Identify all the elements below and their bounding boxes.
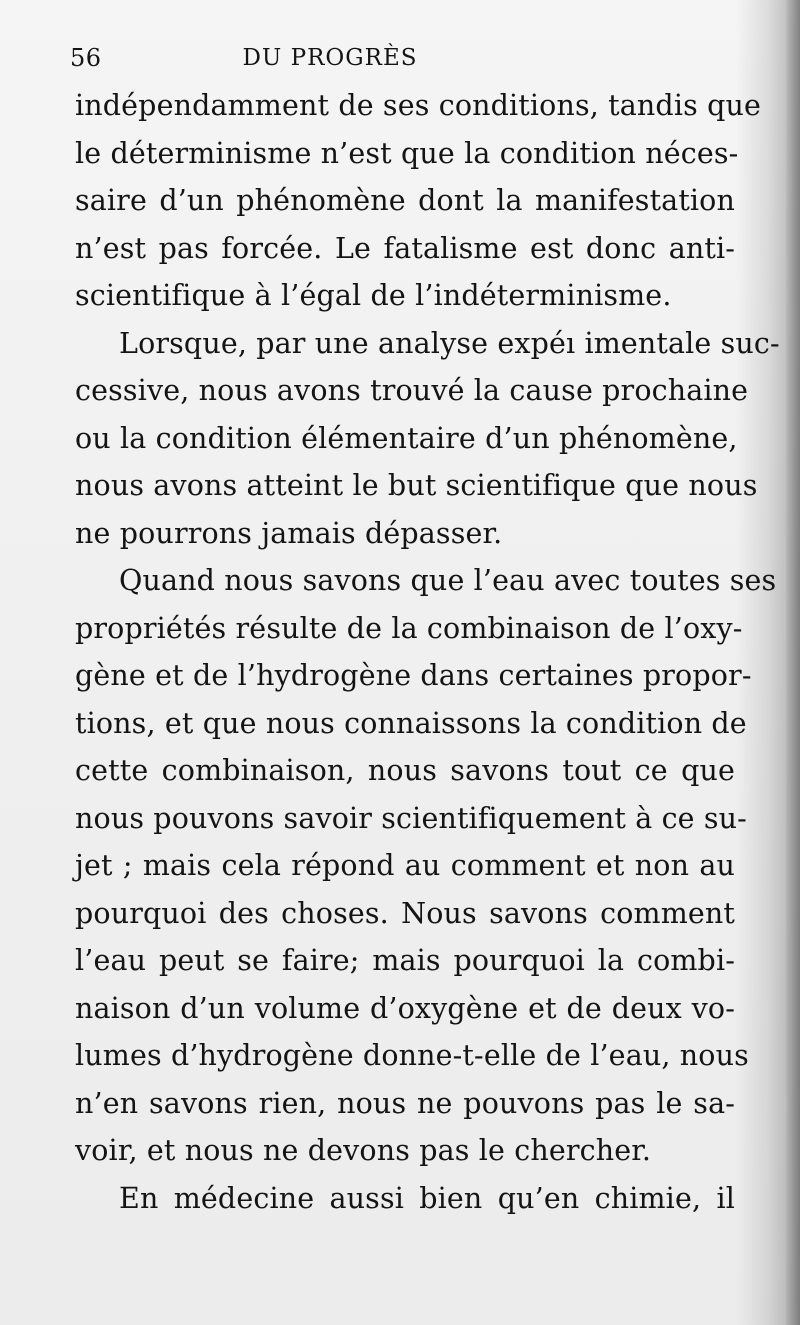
text-line: nous pouvons savoir scientifiquement à ce su-	[75, 801, 747, 835]
paragraph-2	[75, 320, 780, 558]
page-edge-shadow	[786, 0, 800, 1325]
text-line: scientifique à l’égal de l’indéterminisme.	[75, 279, 672, 312]
text-line: l’eau peut se faire; mais pourquoi la combi-	[75, 944, 735, 977]
running-head	[70, 42, 740, 74]
text-line: naison d’un volume d’oxygène et de deux vo-	[75, 991, 735, 1025]
paragraph-1	[75, 82, 761, 320]
text-line: Quand nous savons que l’eau avec toutes ses	[119, 564, 777, 597]
text-line: propriétés résulte de la combinaison de l’oxy-	[75, 611, 743, 645]
text-line: cette combinaison, nous savons tout ce que	[75, 754, 735, 787]
text-line: le déterminisme n’est que la condition néces-	[75, 136, 739, 170]
text-line: n’est pas forcée. Le fatalisme est donc anti-	[75, 231, 735, 265]
text-line: gène et de l’hydrogène dans certaines propor-	[75, 659, 752, 692]
text-line: En médecine aussi bien qu’en chimie, il	[119, 1181, 735, 1215]
text-line: ou la condition élémentaire d’un phénomène,	[75, 421, 738, 455]
paragraph-4	[75, 1175, 735, 1223]
text-line: Lorsque, par une analyse expéı imentale suc-	[119, 326, 780, 360]
text-line: ne pourrons jamais dépasser.	[75, 516, 503, 550]
text-line: jet ; mais cela répond au comment et non au	[75, 849, 735, 882]
text-line: indépendamment de ses conditions, tandis que	[75, 89, 761, 122]
paragraph-3	[75, 557, 777, 1175]
text-line: voir, et nous ne devons pas le chercher.	[75, 1134, 652, 1167]
text-line: cessive, nous avons trouvé la cause prochaine	[75, 374, 749, 407]
page-number: 56	[70, 44, 102, 72]
body-text	[75, 82, 780, 1222]
text-line: pourquoi des choses. Nous savons comment	[75, 896, 735, 930]
text-line: lumes d’hydrogène donne-t-elle de l’eau, nous	[75, 1039, 749, 1072]
running-title: DU PROGRÈS	[242, 45, 418, 71]
text-line: nous avons atteint le but scientifique que nous	[75, 469, 758, 502]
text-line: tions, et que nous connaissons la condition de	[75, 706, 747, 740]
text-line: n’en savons rien, nous ne pouvons pas le sa-	[75, 1086, 735, 1120]
text-line: saire d’un phénomène dont la manifestation	[75, 184, 735, 217]
